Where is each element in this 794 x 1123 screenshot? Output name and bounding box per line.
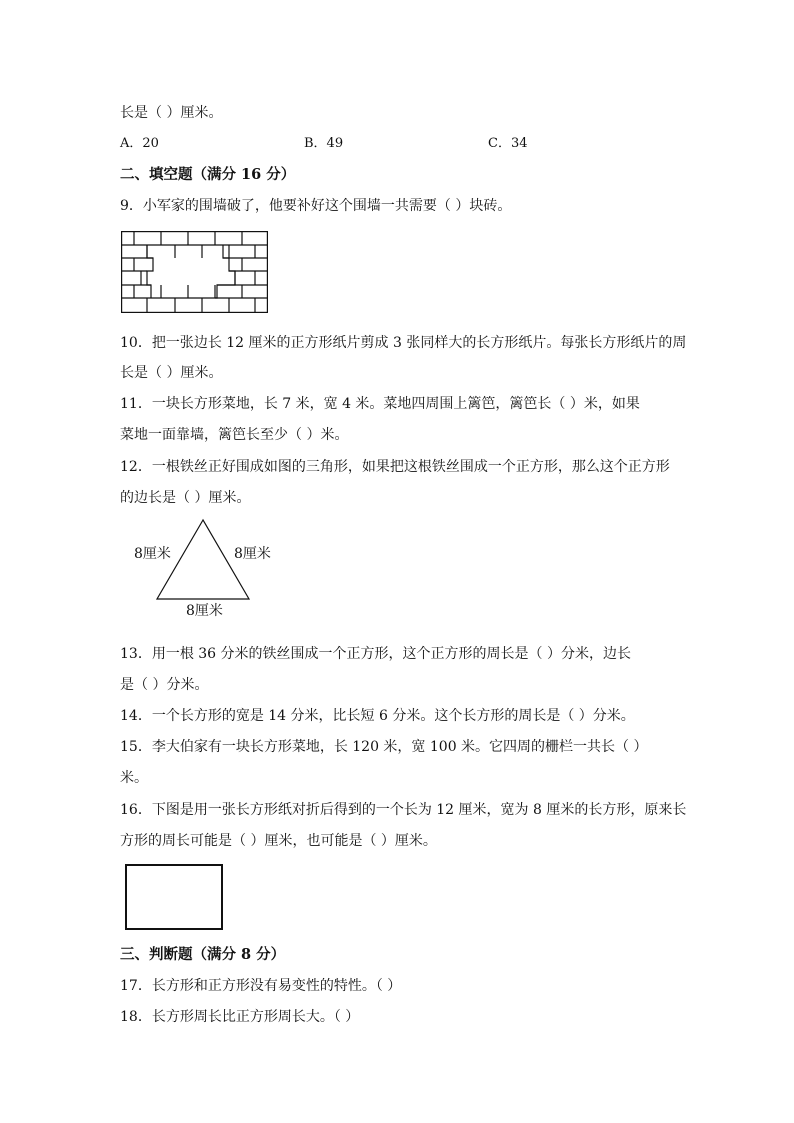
triangle-right-label: 8厘米 [234, 546, 271, 562]
q12-line2: 的边长是（ ）厘米。 [120, 490, 251, 506]
triangle-bottom-label: 8厘米 [186, 603, 223, 619]
q15-line2: 米。 [120, 770, 148, 786]
rectangle-diagram [125, 864, 223, 930]
q13-line1: 13．用一根 36 分米的铁丝围成一个正方形，这个正方形的周长是（ ）分米，边长 [120, 646, 631, 662]
q11-line2: 菜地一面靠墙，篱笆长至少（ ）米。 [120, 427, 349, 443]
q8-option-a[interactable]: A．20 [120, 136, 159, 151]
q8-continuation: 长是（ ）厘米。 [120, 105, 223, 121]
q9-text: 9．小军家的围墙破了，他要补好这个围墙一共需要（ ）块砖。 [120, 198, 512, 214]
q10-line1: 10．把一张边长 12 厘米的正方形纸片剪成 3 张同样大的长方形纸片。每张长方形纸片的周 [120, 335, 687, 351]
q11-line1: 11．一块长方形菜地，长 7 米，宽 4 米。菜地四周围上篱笆，篱笆长（ ）米，如果 [120, 396, 640, 412]
triangle-left-label: 8厘米 [134, 546, 171, 562]
q18-text: 18．长方形周长比正方形周长大。（ ） [120, 1009, 360, 1025]
q15-line1: 15．李大伯家有一块长方形菜地，长 120 米，宽 100 米。它四周的栅栏一共长（ ） [120, 739, 648, 755]
q10-line2: 长是（ ）厘米。 [120, 365, 223, 381]
q8-option-c[interactable]: C．34 [488, 136, 528, 151]
q8-option-b[interactable]: B．49 [304, 136, 344, 151]
q16-line1: 16．下图是用一张长方形纸对折后得到的一个长为 12 厘米，宽为 8 厘米的长方形，原来长 [120, 802, 687, 818]
q16-line2: 方形的周长可能是（ ）厘米，也可能是（ ）厘米。 [120, 833, 437, 849]
section-2-heading: 二、填空题（满分 16 分） [120, 166, 296, 183]
q14-text: 14．一个长方形的宽是 14 分米，比长短 6 分米。这个长方形的周长是（ ）分米。 [120, 708, 635, 724]
section-3-heading: 三、判断题（满分 8 分） [120, 946, 286, 963]
q12-line1: 12．一根铁丝正好围成如图的三角形，如果把这根铁丝围成一个正方形，那么这个正方形 [120, 459, 670, 475]
brick-wall-diagram [121, 231, 268, 313]
q13-line2: 是（ ）分米。 [120, 677, 209, 693]
q17-text: 17．长方形和正方形没有易变性的特性。（ ） [120, 978, 402, 994]
